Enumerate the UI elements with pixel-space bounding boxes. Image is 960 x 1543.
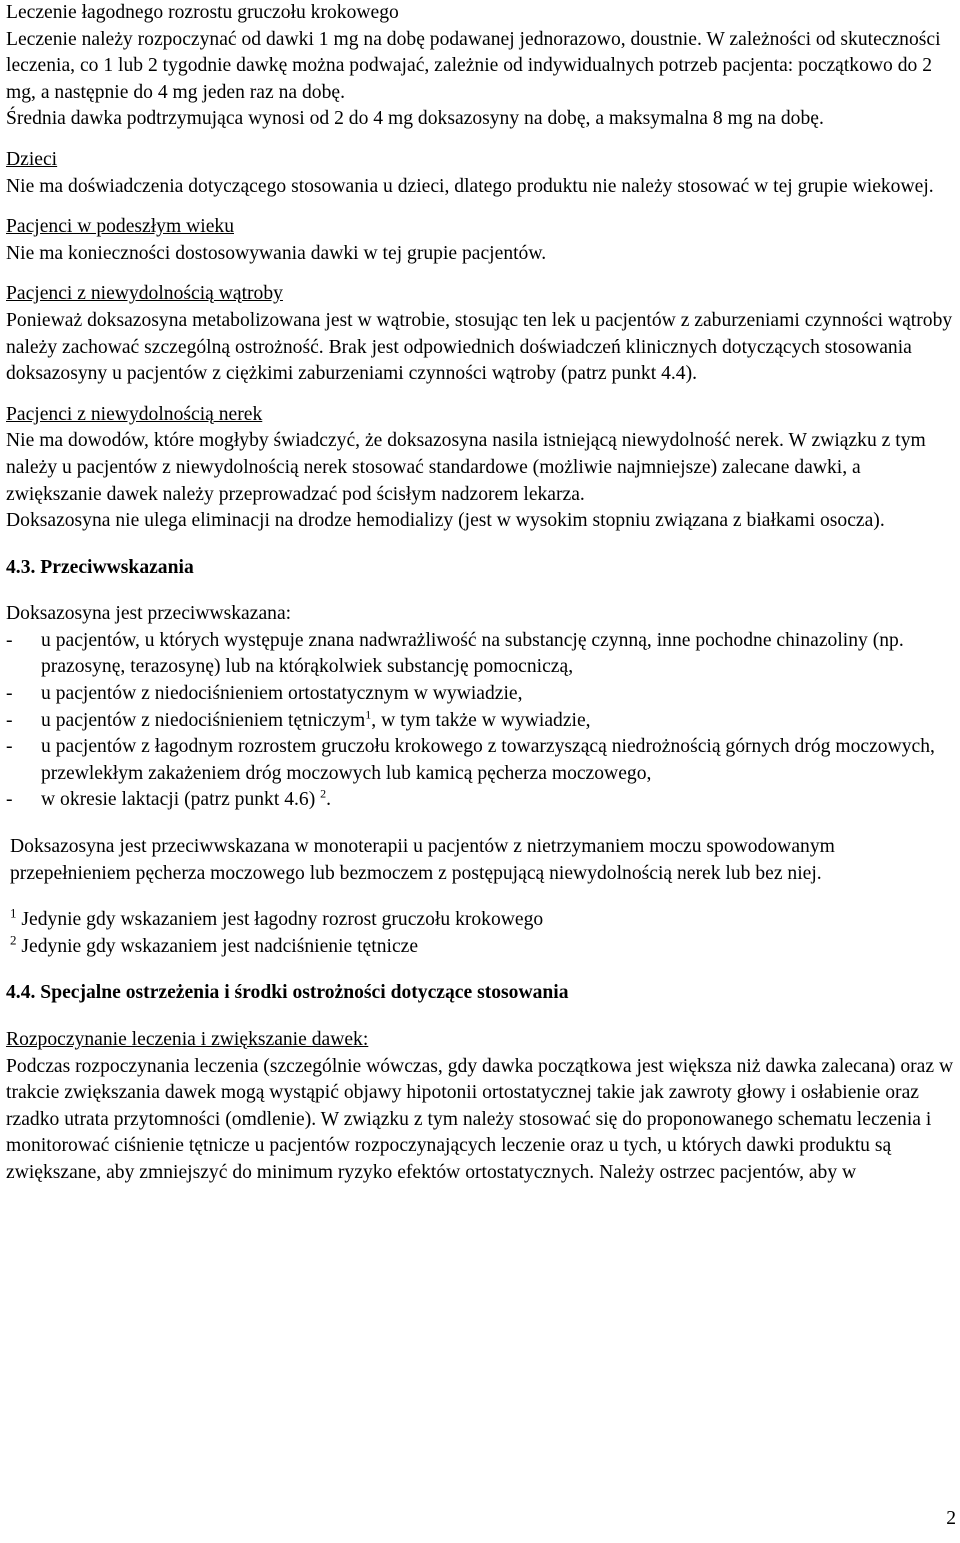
list-dash: -	[6, 709, 13, 731]
paragraph-bph-maintenance: Średnia dawka podtrzymująca wynosi od 2 do 4 mg doksazosyny na dobę, a maksymalna 8 mg na dobę.	[6, 108, 824, 130]
section-title-elderly: Pacjenci w podeszłym wieku	[6, 216, 234, 238]
paragraph-children: Nie ma doświadczenia dotyczącego stosowania u dzieci, dlatego produktu nie należy stosować w tej grupie wiekowej.	[6, 175, 934, 197]
footnote-mark: 2	[10, 932, 17, 948]
heading-title: Przeciwwskazania	[40, 556, 194, 578]
section-title-hepatic: Pacjenci z niewydolnością wątroby	[6, 283, 283, 305]
list-item: - u pacjentów z niedociśnieniem tętniczym$^1$, w tym także w wywiadzie,	[6, 708, 956, 735]
list-item: - u pacjentów z łagodnym rozrostem gruczołu krokowego z towarzyszącą niedrożnością górnych dróg moczowych, przewlekłym zakażeniem dróg moczowych lub kamicą pęcherza moczowego,	[6, 736, 935, 784]
contraindications-list	[6, 628, 956, 814]
paragraph-dose-titration: Podczas rozpoczynania leczenia (szczególnie wówczas, gdy dawka początkowa jest większa niż dawka zalecana) oraz w trakcie zwiększania dawek mogą wystąpić objawy hipotonii ortostatycznej takie jak zawroty głowy i osłabienie oraz rzadko utrata przytomności (omdlenie). W związku z tym należy stosować się do proponowanego schematu leczenia i monitorować ciśnienie tętnicze u pacjentów rozpoczynających leczenie oraz u tych, u których dawki produktu są zwiększane, aby zmniejszyć do minimum ryzyko efektów ortostatycznych. Należy ostrzec pacjentów, aby w	[6, 1055, 954, 1183]
footnote-1: $^1$ Jedynie gdy wskazaniem jest łagodny rozrost gruczołu krokowego	[10, 905, 544, 931]
section-title-dose-titration: Rozpoczynanie leczenia i zwiększanie dawek:	[6, 1029, 369, 1050]
footnote-mark: 1	[10, 905, 17, 921]
list-item: - w okresie laktacji (patrz punkt 4.6) $^2$.	[6, 787, 956, 814]
footnote-2: $^2$ Jedynie gdy wskazaniem jest nadciśnienie tętnicze	[10, 932, 419, 957]
paragraph-monotherapy: Doksazosyna jest przeciwwskazana w monoterapii u pacjentów z nietrzymaniem moczu spowodowanym przepełnieniem pęcherza moczowego lub bezmoczem z postępującą niewydolnością nerek lub bez niej.	[10, 836, 835, 884]
list-dash: -	[6, 629, 13, 651]
paragraph-bph-dosing: Leczenie należy rozpoczynać od dawki 1 mg na dobę podawanej jednorazowo, doustnie. W zależności od skuteczności leczenia, co 1 lub 2 tygodnie dawkę można podwajać, zależnie od indywidualnych potrzeb pacjenta: początkowo do 2 mg, a następnie do 4 mg jeden raz na dobę.	[6, 28, 941, 103]
footnote-ref: 2	[320, 786, 327, 801]
heading-number: 4.3.	[6, 556, 36, 578]
section-title-renal: Pacjenci z niewydolnością nerek	[6, 403, 263, 425]
paragraph-hepatic: Ponieważ doksazosyna metabolizowana jest w wątrobie, stosując ten lek u pacjentów z zaburzeniami czynności wątroby należy zachować szczególną ostrożność. Brak jest odpowiednich doświadczeń klinicznych dotyczących stosowania doksazosyny u pacjentów z ciężkimi zaburzeniami czynności wątroby (patrz punkt 4.4).	[6, 309, 953, 385]
list-dash: -	[6, 683, 13, 705]
document-page	[6, 0, 956, 1187]
list-item: - u pacjentów, u których występuje znana nadwrażliwość na substancję czynną, inne pochodne chinazoliny (np. prazosynę, terazosynę) lub na którąkolwiek substancję pomocniczą,	[6, 629, 904, 678]
heading-warnings	[6, 980, 956, 1007]
paragraph-renal-2: Doksazosyna nie ulega eliminacji na drodze hemodializy (jest w wysokim stopniu związana z białkami osocza).	[6, 510, 885, 532]
section-title-bph: Leczenie łagodnego rozrostu gruczołu krokowego	[6, 2, 399, 23]
contraindications-intro: Doksazosyna jest przeciwwskazana:	[6, 603, 292, 625]
list-item: - u pacjentów z niedociśnieniem ortostatycznym w wywiadzie,	[6, 681, 956, 708]
heading-contraindications	[6, 555, 956, 582]
page-number: 2	[946, 1508, 956, 1529]
heading-number: 4.4.	[6, 982, 36, 1004]
heading-title: Specjalne ostrzeżenia i środki ostrożności dotyczące stosowania	[40, 982, 569, 1004]
list-dash: -	[6, 736, 13, 758]
list-dash: -	[6, 789, 13, 811]
footnote-ref: 1	[365, 707, 372, 722]
paragraph-elderly: Nie ma konieczności dostosowywania dawki w tej grupie pacjentów.	[6, 242, 547, 264]
paragraph-renal-1: Nie ma dowodów, które mogłyby świadczyć, że doksazosyna nasila istniejącą niewydolność nerek. W związku z tym należy u pacjentów z niewydolnością nerek stosować standardowe (możliwie najmniejsze) zalecane dawki, a zwiększanie dawek należy przeprowadzać pod ścisłym nadzorem lekarza.	[6, 430, 926, 505]
section-title-children: Dzieci	[6, 148, 58, 170]
